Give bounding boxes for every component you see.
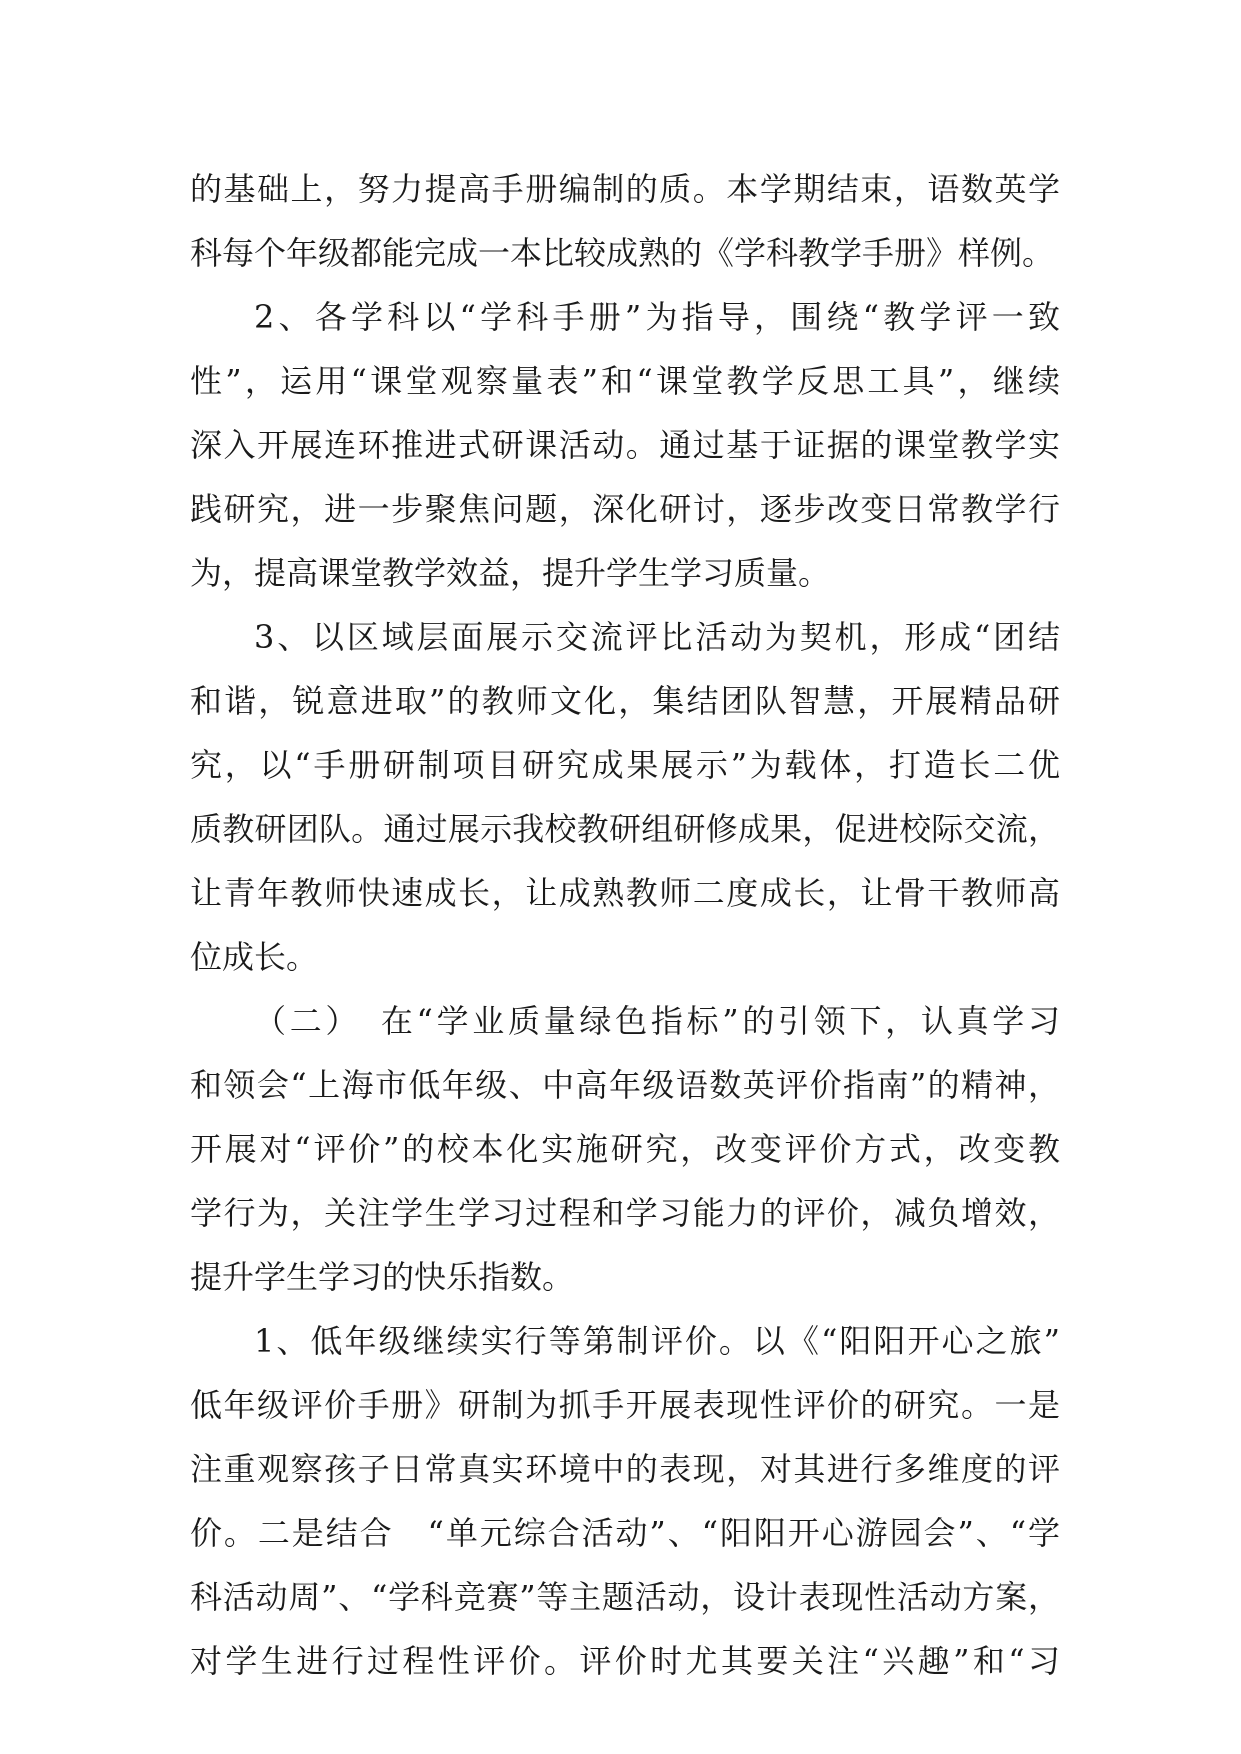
text-line: 对学生进行过程性评价。评价时尤其要关注“兴趣”和“习 <box>190 1642 1060 1680</box>
text-line: 践研究，进一步聚焦问题，深化研讨，逐步改变日常教学行 <box>190 490 1060 528</box>
text-line: 1、低年级继续实行等第制评价。以《“阳阳开心之旅” <box>254 1322 1060 1360</box>
text-line: 和领会“上海市低年级、中高年级语数英评价指南”的精神， <box>190 1066 1060 1104</box>
text-line: 2、各学科以“学科手册”为指导，围绕“教学评一致 <box>254 298 1060 336</box>
body-text <box>190 157 1060 1693</box>
text-line: 为，提高课堂教学效益，提升学生学习质量。 <box>190 554 831 592</box>
text-line: 价。二是结合 “单元综合活动”、“阳阳开心游园会”、“学 <box>190 1514 1060 1552</box>
text-line: 的基础上，努力提高手册编制的质。本学期结束，语数英学 <box>190 170 1060 208</box>
text-line: 位成长。 <box>190 938 319 976</box>
text-line: 学行为，关注学生学习过程和学习能力的评价，减负增效， <box>190 1194 1060 1232</box>
text-line: 科活动周”、“学科竞赛”等主题活动，设计表现性活动方案， <box>190 1578 1060 1616</box>
text-line: 开展对“评价”的校本化实施研究，改变评价方式，改变教 <box>190 1130 1060 1168</box>
text-line: 提升学生学习的快乐指数。 <box>190 1258 575 1296</box>
text-line: 让青年教师快速成长，让成熟教师二度成长，让骨干教师高 <box>190 874 1060 912</box>
text-line: 注重观察孩子日常真实环境中的表现，对其进行多维度的评 <box>190 1450 1060 1488</box>
text-line: 和谐，锐意进取”的教师文化，集结团队智慧，开展精品研 <box>190 682 1060 720</box>
text-line: 低年级评价手册》研制为抓手开展表现性评价的研究。一是 <box>190 1386 1060 1424</box>
text-line: （二） 在“学业质量绿色指标”的引领下，认真学习 <box>254 1002 1060 1040</box>
text-line: 质教研团队。通过展示我校教研组研修成果，促进校际交流， <box>190 810 1060 848</box>
text-line: 究，以“手册研制项目研究成果展示”为载体，打造长二优 <box>190 746 1060 784</box>
text-line: 性”，运用“课堂观察量表”和“课堂教学反思工具”，继续 <box>190 362 1060 400</box>
text-line: 科每个年级都能完成一本比较成熟的《学科教学手册》样例。 <box>190 234 1055 272</box>
text-line: 深入开展连环推进式研课活动。通过基于证据的课堂教学实 <box>190 426 1060 464</box>
text-line: 3、以区域层面展示交流评比活动为契机，形成“团结 <box>254 618 1060 656</box>
